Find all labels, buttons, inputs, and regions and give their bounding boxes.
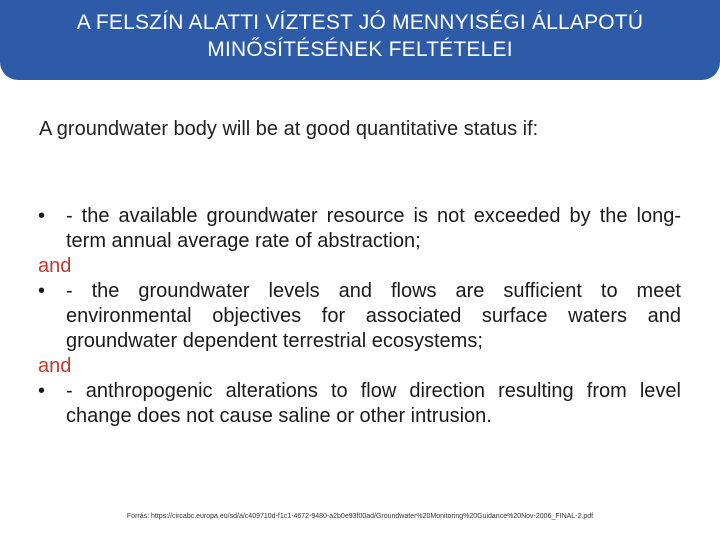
condition-text: - anthropogenic alterations to flow direction resulting from level change does not cause saline or other intrusion. [66,380,681,427]
condition-item-2 [38,279,681,354]
slide-title [10,9,710,63]
bullet-icon: • [38,380,46,402]
connector-and: and [38,255,72,277]
bullet-icon: • [38,280,46,302]
slide-title-line-2: MINŐSÍTÉSÉNEK FELTÉTELEI [207,38,513,61]
condition-text: - the available groundwater resource is not exceeded by the long-term annual average rate of abstraction; [66,205,681,252]
conditions-list [38,204,681,429]
slide-title-line-1: A FELSZÍN ALATTI VÍZTEST JÓ MENNYISÉGI ÁLLAPOTÚ [76,11,644,34]
condition-text: - the groundwater levels and flows are sufficient to meet environmental objectives for associated surface waters and groundwater dependent terrestrial ecosystems; [66,280,681,352]
bullet-icon: • [38,205,46,227]
intro-text: A groundwater body will be at good quantitative status if: [39,118,539,140]
source-citation: Forrás: https://circabc.europa.eu/sd/a/c409710d-f1c1-4672-9480-a2b0e93f00ad/Groundwater%20Monitoring%20Guidance%20Nov-2006_FINAL-2.pdf [126,513,594,520]
condition-item-3 [38,379,681,429]
connector-and: and [38,355,72,377]
condition-item-1 [38,204,681,254]
title-banner [0,0,720,80]
